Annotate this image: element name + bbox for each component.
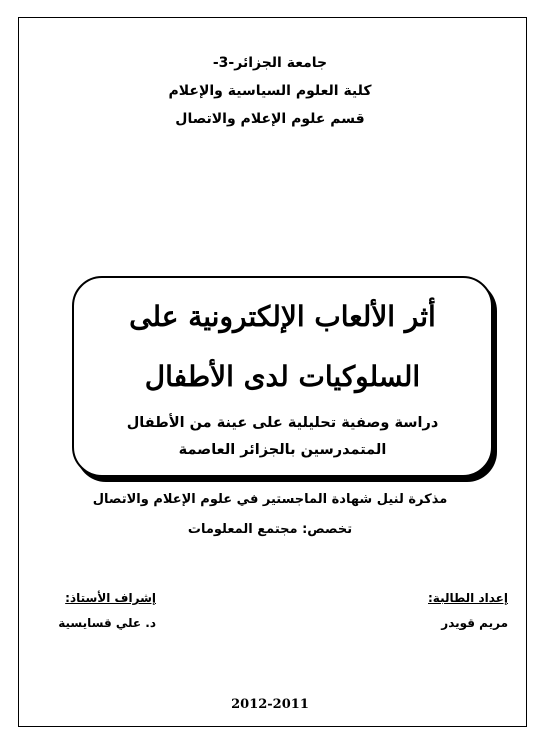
supervisor-name: د. علي قسايسية (58, 616, 156, 630)
thesis-title-line-2: السلوكيات لدى الأطفال (144, 360, 421, 393)
title-box (72, 276, 493, 477)
thesis-subtitle: دراسة وصفية تحليلية على عينة من الأطفال المتمدرسين بالجزائر العاصمة (126, 415, 439, 458)
degree-info (0, 485, 540, 545)
faculty-name: كلية العلوم السياسية والإعلام (168, 83, 372, 99)
department-name: قسم علوم الإعلام والاتصال (175, 111, 365, 127)
specialty: تخصص: مجتمع المعلومات (187, 522, 353, 537)
student-block (428, 589, 508, 632)
supervisor-block (58, 589, 156, 632)
degree-statement: مذكرة لنيل شهادة الماجستير في علوم الإعلام والاتصال (92, 492, 448, 507)
thesis-title-line-1: أثر الألعاب الإلكترونية على (129, 300, 436, 333)
supervisor-label: إشراف الأستاذ: (65, 591, 156, 605)
university-name: جامعة الجزائر-3- (212, 55, 328, 71)
academic-year: 2012-2011 (231, 697, 309, 712)
institution-header (0, 49, 540, 133)
student-label: إعداد الطالبة: (428, 591, 508, 605)
student-name: مريم قويدر (441, 616, 508, 630)
